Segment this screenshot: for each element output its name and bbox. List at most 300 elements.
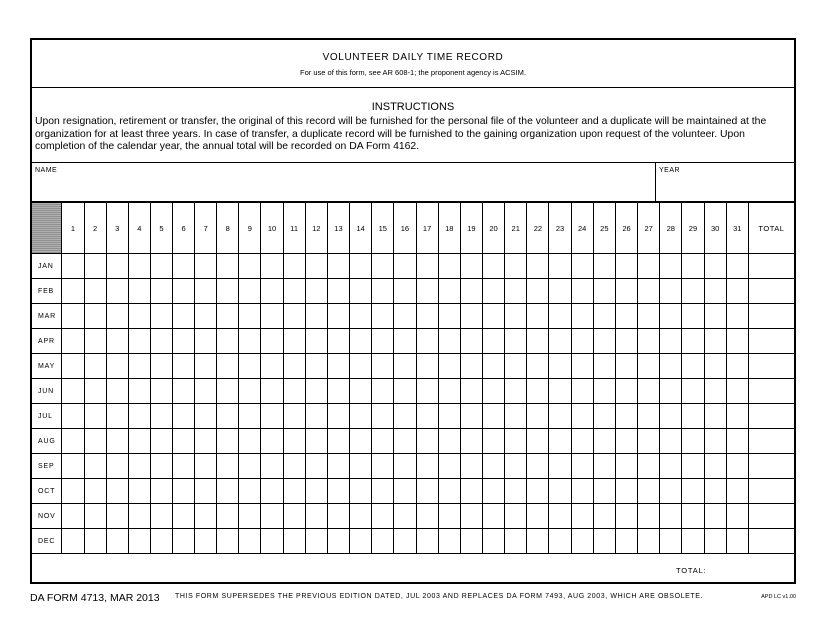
day-hours-cell[interactable] bbox=[660, 454, 682, 479]
day-hours-cell[interactable] bbox=[482, 304, 504, 329]
day-hours-cell[interactable] bbox=[305, 454, 327, 479]
day-hours-cell[interactable] bbox=[217, 479, 239, 504]
day-hours-cell[interactable] bbox=[372, 254, 394, 279]
day-hours-cell[interactable] bbox=[128, 429, 150, 454]
day-hours-cell[interactable] bbox=[704, 404, 726, 429]
day-hours-cell[interactable] bbox=[350, 404, 372, 429]
day-hours-cell[interactable] bbox=[482, 479, 504, 504]
day-hours-cell[interactable] bbox=[726, 329, 748, 354]
day-hours-cell[interactable] bbox=[372, 354, 394, 379]
day-hours-cell[interactable] bbox=[682, 304, 704, 329]
day-hours-cell[interactable] bbox=[283, 404, 305, 429]
day-hours-cell[interactable] bbox=[350, 254, 372, 279]
day-hours-cell[interactable] bbox=[172, 254, 194, 279]
day-hours-cell[interactable] bbox=[150, 454, 172, 479]
day-hours-cell[interactable] bbox=[217, 254, 239, 279]
day-hours-cell[interactable] bbox=[305, 329, 327, 354]
day-hours-cell[interactable] bbox=[394, 454, 416, 479]
day-hours-cell[interactable] bbox=[217, 379, 239, 404]
day-hours-cell[interactable] bbox=[350, 504, 372, 529]
day-hours-cell[interactable] bbox=[62, 404, 84, 429]
day-hours-cell[interactable] bbox=[638, 304, 660, 329]
day-hours-cell[interactable] bbox=[704, 329, 726, 354]
day-hours-cell[interactable] bbox=[726, 279, 748, 304]
day-hours-cell[interactable] bbox=[593, 479, 615, 504]
day-hours-cell[interactable] bbox=[239, 479, 261, 504]
day-hours-cell[interactable] bbox=[615, 304, 637, 329]
day-hours-cell[interactable] bbox=[350, 304, 372, 329]
day-hours-cell[interactable] bbox=[261, 254, 283, 279]
day-hours-cell[interactable] bbox=[704, 429, 726, 454]
day-hours-cell[interactable] bbox=[571, 404, 593, 429]
day-hours-cell[interactable] bbox=[549, 279, 571, 304]
day-hours-cell[interactable] bbox=[106, 529, 128, 554]
day-hours-cell[interactable] bbox=[660, 404, 682, 429]
day-hours-cell[interactable] bbox=[438, 429, 460, 454]
day-hours-cell[interactable] bbox=[615, 504, 637, 529]
day-hours-cell[interactable] bbox=[128, 254, 150, 279]
day-hours-cell[interactable] bbox=[283, 379, 305, 404]
day-hours-cell[interactable] bbox=[460, 404, 482, 429]
day-hours-cell[interactable] bbox=[527, 279, 549, 304]
day-hours-cell[interactable] bbox=[571, 254, 593, 279]
day-hours-cell[interactable] bbox=[416, 304, 438, 329]
day-hours-cell[interactable] bbox=[195, 479, 217, 504]
day-hours-cell[interactable] bbox=[239, 279, 261, 304]
day-hours-cell[interactable] bbox=[438, 254, 460, 279]
day-hours-cell[interactable] bbox=[638, 529, 660, 554]
day-hours-cell[interactable] bbox=[84, 429, 106, 454]
day-hours-cell[interactable] bbox=[460, 529, 482, 554]
day-hours-cell[interactable] bbox=[172, 329, 194, 354]
month-total-cell[interactable] bbox=[748, 279, 794, 304]
day-hours-cell[interactable] bbox=[350, 454, 372, 479]
day-hours-cell[interactable] bbox=[62, 429, 84, 454]
day-hours-cell[interactable] bbox=[438, 354, 460, 379]
day-hours-cell[interactable] bbox=[128, 279, 150, 304]
day-hours-cell[interactable] bbox=[416, 254, 438, 279]
day-hours-cell[interactable] bbox=[195, 329, 217, 354]
day-hours-cell[interactable] bbox=[327, 354, 349, 379]
day-hours-cell[interactable] bbox=[261, 279, 283, 304]
day-hours-cell[interactable] bbox=[704, 304, 726, 329]
day-hours-cell[interactable] bbox=[372, 379, 394, 404]
name-field[interactable] bbox=[32, 163, 656, 201]
day-hours-cell[interactable] bbox=[195, 504, 217, 529]
day-hours-cell[interactable] bbox=[482, 504, 504, 529]
day-hours-cell[interactable] bbox=[505, 529, 527, 554]
day-hours-cell[interactable] bbox=[660, 504, 682, 529]
day-hours-cell[interactable] bbox=[549, 254, 571, 279]
day-hours-cell[interactable] bbox=[172, 279, 194, 304]
day-hours-cell[interactable] bbox=[394, 479, 416, 504]
day-hours-cell[interactable] bbox=[172, 529, 194, 554]
day-hours-cell[interactable] bbox=[283, 354, 305, 379]
day-hours-cell[interactable] bbox=[128, 529, 150, 554]
day-hours-cell[interactable] bbox=[460, 354, 482, 379]
day-hours-cell[interactable] bbox=[615, 454, 637, 479]
day-hours-cell[interactable] bbox=[593, 504, 615, 529]
day-hours-cell[interactable] bbox=[62, 454, 84, 479]
day-hours-cell[interactable] bbox=[660, 354, 682, 379]
day-hours-cell[interactable] bbox=[549, 329, 571, 354]
day-hours-cell[interactable] bbox=[327, 404, 349, 429]
day-hours-cell[interactable] bbox=[615, 529, 637, 554]
day-hours-cell[interactable] bbox=[482, 529, 504, 554]
day-hours-cell[interactable] bbox=[305, 279, 327, 304]
day-hours-cell[interactable] bbox=[172, 304, 194, 329]
day-hours-cell[interactable] bbox=[128, 354, 150, 379]
day-hours-cell[interactable] bbox=[172, 429, 194, 454]
day-hours-cell[interactable] bbox=[682, 379, 704, 404]
day-hours-cell[interactable] bbox=[217, 304, 239, 329]
day-hours-cell[interactable] bbox=[704, 504, 726, 529]
day-hours-cell[interactable] bbox=[394, 354, 416, 379]
day-hours-cell[interactable] bbox=[62, 504, 84, 529]
day-hours-cell[interactable] bbox=[106, 429, 128, 454]
day-hours-cell[interactable] bbox=[438, 279, 460, 304]
day-hours-cell[interactable] bbox=[593, 429, 615, 454]
day-hours-cell[interactable] bbox=[482, 379, 504, 404]
day-hours-cell[interactable] bbox=[505, 404, 527, 429]
day-hours-cell[interactable] bbox=[350, 329, 372, 354]
day-hours-cell[interactable] bbox=[128, 304, 150, 329]
day-hours-cell[interactable] bbox=[593, 354, 615, 379]
day-hours-cell[interactable] bbox=[682, 254, 704, 279]
day-hours-cell[interactable] bbox=[615, 279, 637, 304]
day-hours-cell[interactable] bbox=[505, 429, 527, 454]
month-total-cell[interactable] bbox=[748, 329, 794, 354]
day-hours-cell[interactable] bbox=[682, 479, 704, 504]
day-hours-cell[interactable] bbox=[106, 304, 128, 329]
day-hours-cell[interactable] bbox=[62, 379, 84, 404]
day-hours-cell[interactable] bbox=[460, 379, 482, 404]
day-hours-cell[interactable] bbox=[150, 354, 172, 379]
day-hours-cell[interactable] bbox=[350, 379, 372, 404]
day-hours-cell[interactable] bbox=[84, 404, 106, 429]
day-hours-cell[interactable] bbox=[106, 479, 128, 504]
day-hours-cell[interactable] bbox=[438, 454, 460, 479]
day-hours-cell[interactable] bbox=[305, 479, 327, 504]
day-hours-cell[interactable] bbox=[239, 304, 261, 329]
day-hours-cell[interactable] bbox=[571, 479, 593, 504]
day-hours-cell[interactable] bbox=[84, 329, 106, 354]
day-hours-cell[interactable] bbox=[416, 529, 438, 554]
day-hours-cell[interactable] bbox=[195, 379, 217, 404]
day-hours-cell[interactable] bbox=[704, 479, 726, 504]
day-hours-cell[interactable] bbox=[128, 379, 150, 404]
grand-total-row[interactable] bbox=[32, 554, 794, 587]
day-hours-cell[interactable] bbox=[261, 529, 283, 554]
day-hours-cell[interactable] bbox=[150, 479, 172, 504]
day-hours-cell[interactable] bbox=[394, 304, 416, 329]
day-hours-cell[interactable] bbox=[460, 279, 482, 304]
day-hours-cell[interactable] bbox=[593, 379, 615, 404]
day-hours-cell[interactable] bbox=[84, 279, 106, 304]
day-hours-cell[interactable] bbox=[394, 529, 416, 554]
day-hours-cell[interactable] bbox=[172, 379, 194, 404]
day-hours-cell[interactable] bbox=[416, 329, 438, 354]
day-hours-cell[interactable] bbox=[128, 504, 150, 529]
day-hours-cell[interactable] bbox=[106, 379, 128, 404]
day-hours-cell[interactable] bbox=[150, 529, 172, 554]
day-hours-cell[interactable] bbox=[62, 479, 84, 504]
day-hours-cell[interactable] bbox=[660, 279, 682, 304]
day-hours-cell[interactable] bbox=[372, 529, 394, 554]
day-hours-cell[interactable] bbox=[704, 379, 726, 404]
day-hours-cell[interactable] bbox=[172, 354, 194, 379]
day-hours-cell[interactable] bbox=[593, 329, 615, 354]
day-hours-cell[interactable] bbox=[527, 454, 549, 479]
day-hours-cell[interactable] bbox=[372, 504, 394, 529]
day-hours-cell[interactable] bbox=[195, 254, 217, 279]
day-hours-cell[interactable] bbox=[571, 429, 593, 454]
day-hours-cell[interactable] bbox=[460, 479, 482, 504]
day-hours-cell[interactable] bbox=[704, 254, 726, 279]
day-hours-cell[interactable] bbox=[549, 304, 571, 329]
day-hours-cell[interactable] bbox=[638, 479, 660, 504]
year-field[interactable] bbox=[656, 163, 794, 201]
day-hours-cell[interactable] bbox=[726, 304, 748, 329]
day-hours-cell[interactable] bbox=[195, 354, 217, 379]
day-hours-cell[interactable] bbox=[84, 304, 106, 329]
day-hours-cell[interactable] bbox=[593, 304, 615, 329]
day-hours-cell[interactable] bbox=[505, 254, 527, 279]
day-hours-cell[interactable] bbox=[660, 529, 682, 554]
day-hours-cell[interactable] bbox=[261, 354, 283, 379]
day-hours-cell[interactable] bbox=[638, 279, 660, 304]
day-hours-cell[interactable] bbox=[571, 379, 593, 404]
day-hours-cell[interactable] bbox=[438, 504, 460, 529]
day-hours-cell[interactable] bbox=[150, 504, 172, 529]
day-hours-cell[interactable] bbox=[327, 254, 349, 279]
day-hours-cell[interactable] bbox=[682, 454, 704, 479]
day-hours-cell[interactable] bbox=[84, 504, 106, 529]
day-hours-cell[interactable] bbox=[615, 479, 637, 504]
day-hours-cell[interactable] bbox=[128, 404, 150, 429]
day-hours-cell[interactable] bbox=[128, 454, 150, 479]
day-hours-cell[interactable] bbox=[726, 429, 748, 454]
day-hours-cell[interactable] bbox=[615, 354, 637, 379]
day-hours-cell[interactable] bbox=[460, 329, 482, 354]
day-hours-cell[interactable] bbox=[239, 529, 261, 554]
day-hours-cell[interactable] bbox=[261, 479, 283, 504]
day-hours-cell[interactable] bbox=[283, 329, 305, 354]
month-total-cell[interactable] bbox=[748, 504, 794, 529]
day-hours-cell[interactable] bbox=[549, 404, 571, 429]
day-hours-cell[interactable] bbox=[195, 304, 217, 329]
day-hours-cell[interactable] bbox=[261, 454, 283, 479]
day-hours-cell[interactable] bbox=[372, 454, 394, 479]
day-hours-cell[interactable] bbox=[527, 504, 549, 529]
day-hours-cell[interactable] bbox=[305, 354, 327, 379]
day-hours-cell[interactable] bbox=[438, 329, 460, 354]
day-hours-cell[interactable] bbox=[350, 354, 372, 379]
day-hours-cell[interactable] bbox=[527, 304, 549, 329]
day-hours-cell[interactable] bbox=[239, 379, 261, 404]
day-hours-cell[interactable] bbox=[305, 254, 327, 279]
day-hours-cell[interactable] bbox=[638, 254, 660, 279]
day-hours-cell[interactable] bbox=[305, 404, 327, 429]
day-hours-cell[interactable] bbox=[460, 304, 482, 329]
day-hours-cell[interactable] bbox=[394, 279, 416, 304]
day-hours-cell[interactable] bbox=[327, 304, 349, 329]
day-hours-cell[interactable] bbox=[460, 429, 482, 454]
day-hours-cell[interactable] bbox=[106, 454, 128, 479]
day-hours-cell[interactable] bbox=[372, 304, 394, 329]
day-hours-cell[interactable] bbox=[195, 279, 217, 304]
day-hours-cell[interactable] bbox=[150, 329, 172, 354]
day-hours-cell[interactable] bbox=[571, 454, 593, 479]
day-hours-cell[interactable] bbox=[172, 454, 194, 479]
day-hours-cell[interactable] bbox=[416, 504, 438, 529]
month-total-cell[interactable] bbox=[748, 354, 794, 379]
day-hours-cell[interactable] bbox=[62, 279, 84, 304]
day-hours-cell[interactable] bbox=[615, 254, 637, 279]
day-hours-cell[interactable] bbox=[283, 479, 305, 504]
day-hours-cell[interactable] bbox=[261, 504, 283, 529]
day-hours-cell[interactable] bbox=[660, 479, 682, 504]
day-hours-cell[interactable] bbox=[150, 304, 172, 329]
day-hours-cell[interactable] bbox=[394, 504, 416, 529]
day-hours-cell[interactable] bbox=[261, 429, 283, 454]
day-hours-cell[interactable] bbox=[704, 354, 726, 379]
day-hours-cell[interactable] bbox=[682, 429, 704, 454]
day-hours-cell[interactable] bbox=[660, 379, 682, 404]
day-hours-cell[interactable] bbox=[726, 354, 748, 379]
day-hours-cell[interactable] bbox=[106, 329, 128, 354]
day-hours-cell[interactable] bbox=[305, 429, 327, 454]
day-hours-cell[interactable] bbox=[505, 504, 527, 529]
day-hours-cell[interactable] bbox=[527, 329, 549, 354]
day-hours-cell[interactable] bbox=[327, 279, 349, 304]
day-hours-cell[interactable] bbox=[106, 404, 128, 429]
day-hours-cell[interactable] bbox=[549, 454, 571, 479]
day-hours-cell[interactable] bbox=[726, 529, 748, 554]
day-hours-cell[interactable] bbox=[482, 254, 504, 279]
day-hours-cell[interactable] bbox=[571, 279, 593, 304]
day-hours-cell[interactable] bbox=[726, 379, 748, 404]
day-hours-cell[interactable] bbox=[283, 304, 305, 329]
month-total-cell[interactable] bbox=[748, 404, 794, 429]
day-hours-cell[interactable] bbox=[438, 479, 460, 504]
day-hours-cell[interactable] bbox=[327, 504, 349, 529]
day-hours-cell[interactable] bbox=[106, 254, 128, 279]
day-hours-cell[interactable] bbox=[372, 329, 394, 354]
day-hours-cell[interactable] bbox=[62, 304, 84, 329]
day-hours-cell[interactable] bbox=[682, 329, 704, 354]
day-hours-cell[interactable] bbox=[660, 329, 682, 354]
day-hours-cell[interactable] bbox=[283, 504, 305, 529]
day-hours-cell[interactable] bbox=[416, 479, 438, 504]
day-hours-cell[interactable] bbox=[704, 454, 726, 479]
day-hours-cell[interactable] bbox=[84, 354, 106, 379]
day-hours-cell[interactable] bbox=[305, 379, 327, 404]
day-hours-cell[interactable] bbox=[482, 454, 504, 479]
month-total-cell[interactable] bbox=[748, 429, 794, 454]
day-hours-cell[interactable] bbox=[172, 504, 194, 529]
day-hours-cell[interactable] bbox=[217, 404, 239, 429]
day-hours-cell[interactable] bbox=[217, 329, 239, 354]
day-hours-cell[interactable] bbox=[482, 329, 504, 354]
day-hours-cell[interactable] bbox=[438, 404, 460, 429]
day-hours-cell[interactable] bbox=[527, 354, 549, 379]
day-hours-cell[interactable] bbox=[416, 279, 438, 304]
day-hours-cell[interactable] bbox=[327, 479, 349, 504]
day-hours-cell[interactable] bbox=[217, 454, 239, 479]
day-hours-cell[interactable] bbox=[726, 254, 748, 279]
day-hours-cell[interactable] bbox=[571, 504, 593, 529]
day-hours-cell[interactable] bbox=[660, 429, 682, 454]
day-hours-cell[interactable] bbox=[682, 279, 704, 304]
day-hours-cell[interactable] bbox=[106, 354, 128, 379]
day-hours-cell[interactable] bbox=[527, 404, 549, 429]
day-hours-cell[interactable] bbox=[660, 254, 682, 279]
day-hours-cell[interactable] bbox=[261, 404, 283, 429]
day-hours-cell[interactable] bbox=[372, 404, 394, 429]
day-hours-cell[interactable] bbox=[527, 529, 549, 554]
day-hours-cell[interactable] bbox=[593, 404, 615, 429]
day-hours-cell[interactable] bbox=[239, 329, 261, 354]
day-hours-cell[interactable] bbox=[549, 504, 571, 529]
day-hours-cell[interactable] bbox=[239, 504, 261, 529]
day-hours-cell[interactable] bbox=[150, 404, 172, 429]
day-hours-cell[interactable] bbox=[150, 254, 172, 279]
day-hours-cell[interactable] bbox=[505, 454, 527, 479]
day-hours-cell[interactable] bbox=[549, 429, 571, 454]
day-hours-cell[interactable] bbox=[638, 404, 660, 429]
day-hours-cell[interactable] bbox=[283, 454, 305, 479]
day-hours-cell[interactable] bbox=[549, 479, 571, 504]
day-hours-cell[interactable] bbox=[482, 429, 504, 454]
day-hours-cell[interactable] bbox=[638, 329, 660, 354]
day-hours-cell[interactable] bbox=[239, 429, 261, 454]
day-hours-cell[interactable] bbox=[217, 354, 239, 379]
day-hours-cell[interactable] bbox=[571, 329, 593, 354]
day-hours-cell[interactable] bbox=[350, 429, 372, 454]
day-hours-cell[interactable] bbox=[460, 454, 482, 479]
month-total-cell[interactable] bbox=[748, 254, 794, 279]
day-hours-cell[interactable] bbox=[726, 504, 748, 529]
day-hours-cell[interactable] bbox=[217, 279, 239, 304]
day-hours-cell[interactable] bbox=[283, 254, 305, 279]
day-hours-cell[interactable] bbox=[638, 429, 660, 454]
day-hours-cell[interactable] bbox=[106, 279, 128, 304]
day-hours-cell[interactable] bbox=[416, 379, 438, 404]
day-hours-cell[interactable] bbox=[62, 254, 84, 279]
day-hours-cell[interactable] bbox=[527, 429, 549, 454]
day-hours-cell[interactable] bbox=[239, 454, 261, 479]
day-hours-cell[interactable] bbox=[261, 329, 283, 354]
day-hours-cell[interactable] bbox=[305, 529, 327, 554]
day-hours-cell[interactable] bbox=[482, 404, 504, 429]
day-hours-cell[interactable] bbox=[350, 279, 372, 304]
day-hours-cell[interactable] bbox=[505, 329, 527, 354]
month-total-cell[interactable] bbox=[748, 479, 794, 504]
day-hours-cell[interactable] bbox=[172, 404, 194, 429]
day-hours-cell[interactable] bbox=[394, 429, 416, 454]
day-hours-cell[interactable] bbox=[394, 254, 416, 279]
day-hours-cell[interactable] bbox=[615, 404, 637, 429]
day-hours-cell[interactable] bbox=[638, 354, 660, 379]
day-hours-cell[interactable] bbox=[283, 279, 305, 304]
day-hours-cell[interactable] bbox=[593, 279, 615, 304]
day-hours-cell[interactable] bbox=[62, 354, 84, 379]
day-hours-cell[interactable] bbox=[571, 529, 593, 554]
day-hours-cell[interactable] bbox=[704, 279, 726, 304]
day-hours-cell[interactable] bbox=[527, 479, 549, 504]
day-hours-cell[interactable] bbox=[217, 529, 239, 554]
